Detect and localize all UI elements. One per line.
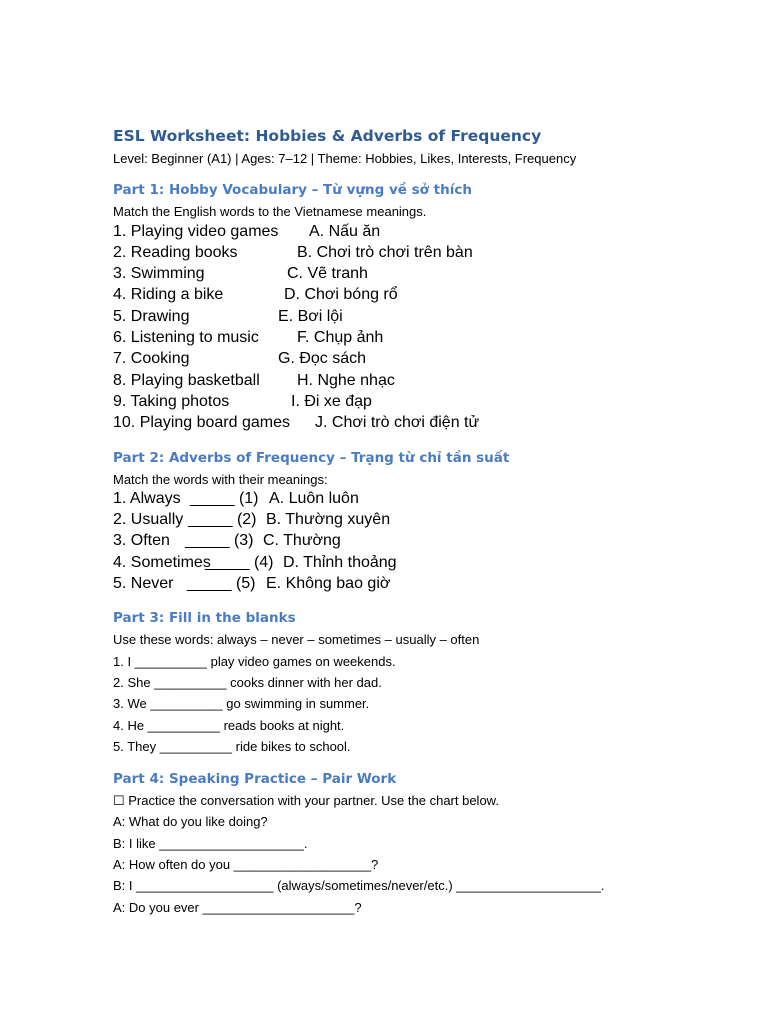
- part4-dialogue-line: B: I like ____________________.: [113, 835, 308, 851]
- worksheet: [113, 124, 733, 918]
- part1-vietnamese-meaning: A. Nấu ăn: [309, 222, 381, 240]
- list-item: [113, 554, 733, 575]
- part1-english-word: 5. Drawing: [113, 307, 190, 325]
- part1-vietnamese-meaning: J. Chơi trò chơi điện tử: [315, 414, 480, 432]
- part3-sentence: 2. She __________ cooks dinner with her dad.: [113, 674, 382, 690]
- part1-vietnamese-meaning: H. Nghe nhạc: [297, 371, 395, 389]
- part2-meaning: C. Thường: [263, 532, 341, 550]
- part1-english-word: 10. Playing board games: [113, 414, 290, 432]
- part2-instruction: Match the words with their meanings:: [113, 471, 328, 487]
- part4-dialogue: [113, 811, 733, 917]
- part3-sentence: 5. They __________ ride bikes to school.: [113, 738, 351, 754]
- part1-english-word: 3. Swimming: [113, 265, 205, 283]
- part1-english-word: 7. Cooking: [113, 350, 190, 368]
- part1-instruction: Match the English words to the Vietnamese meanings.: [113, 204, 427, 220]
- part3-list: [113, 651, 733, 757]
- part2-meaning: D. Thỉnh thoảng: [283, 553, 397, 571]
- part1-english-word: 2. Reading books: [113, 243, 238, 261]
- part3-instruction: Use these words: always – never – sometimes – usually – often: [113, 632, 480, 648]
- list-item: [113, 575, 733, 596]
- part1-vietnamese-meaning: E. Bơi lội: [278, 307, 343, 325]
- list-item: [113, 414, 733, 435]
- part1-vietnamese-meaning: F. Chụp ảnh: [297, 329, 384, 347]
- part2-meaning: E. Không bao giờ: [266, 575, 391, 593]
- part4-dialogue-line: B: I ___________________ (always/sometimes/never/etc.) ____________________.: [113, 878, 605, 894]
- part2-adverb: 1. Always: [113, 489, 181, 507]
- part2-adverb: 3. Often: [113, 532, 170, 550]
- part3-sentence: 3. We __________ go swimming in summer.: [113, 696, 370, 712]
- part2-heading: Part 2: Adverbs of Frequency – Trạng từ chỉ tần suất: [113, 449, 510, 466]
- worksheet-title: ESL Worksheet: Hobbies & Adverbs of Frequency: [113, 127, 542, 145]
- part1-vietnamese-meaning: C. Vẽ tranh: [287, 265, 368, 283]
- part1-vietnamese-meaning: G. Đọc sách: [278, 350, 367, 368]
- part2-adverb: 4. Sometimes: [113, 553, 211, 571]
- part4-instruction: ☐ Practice the conversation with your partner. Use the chart below.: [113, 793, 499, 809]
- list-item: [113, 511, 733, 532]
- part1-vietnamese-meaning: I. Đi xe đạp: [291, 392, 372, 410]
- list-item: [113, 532, 733, 553]
- part4-dialogue-line: A: How often do you ___________________?: [113, 857, 379, 873]
- part3-sentence: 4. He __________ reads books at night.: [113, 717, 345, 733]
- part2-answer-blank: _____ (1): [190, 489, 259, 507]
- list-item: [113, 308, 733, 329]
- part2-answer-blank: _____ (4): [205, 553, 274, 571]
- part2-meaning: B. Thường xuyên: [266, 511, 391, 529]
- list-item: [113, 393, 733, 414]
- part2-meaning: A. Luôn luôn: [269, 489, 359, 507]
- part4-dialogue-line: A: What do you like doing?: [113, 814, 268, 830]
- part2-adverb: 5. Never: [113, 575, 174, 593]
- list-item: [113, 372, 733, 393]
- list-item: [113, 244, 733, 265]
- part2-answer-blank: _____ (2): [188, 511, 257, 529]
- part4-dialogue-line: A: Do you ever _____________________?: [113, 899, 362, 915]
- part1-english-word: 8. Playing basketball: [113, 371, 260, 389]
- part1-english-word: 4. Riding a bike: [113, 286, 224, 304]
- list-item: [113, 490, 733, 511]
- part3-heading: Part 3: Fill in the blanks: [113, 610, 296, 627]
- list-item: [113, 329, 733, 350]
- part1-english-word: 1. Playing video games: [113, 222, 279, 240]
- part2-answer-blank: _____ (3): [185, 532, 254, 550]
- part1-english-word: 6. Listening to music: [113, 329, 259, 347]
- list-item: [113, 286, 733, 307]
- part1-vietnamese-meaning: B. Chơi trò chơi trên bàn: [297, 243, 473, 261]
- part3-sentence: 1. I __________ play video games on weekends.: [113, 653, 396, 669]
- part2-match-list: [113, 490, 733, 596]
- worksheet-meta: Level: Beginner (A1) | Ages: 7–12 | Theme: Hobbies, Likes, Interests, Frequency: [113, 151, 577, 166]
- part1-match-list: [113, 223, 733, 436]
- part2-answer-blank: _____ (5): [187, 575, 256, 593]
- part1-heading: Part 1: Hobby Vocabulary – Từ vựng về sở thích: [113, 182, 472, 199]
- part2-adverb: 2. Usually: [113, 511, 184, 529]
- part1-vietnamese-meaning: D. Chơi bóng rổ: [284, 286, 398, 304]
- part1-english-word: 9. Taking photos: [113, 392, 230, 410]
- list-item: [113, 265, 733, 286]
- list-item: [113, 223, 733, 244]
- part4-heading: Part 4: Speaking Practice – Pair Work: [113, 771, 397, 788]
- list-item: [113, 350, 733, 371]
